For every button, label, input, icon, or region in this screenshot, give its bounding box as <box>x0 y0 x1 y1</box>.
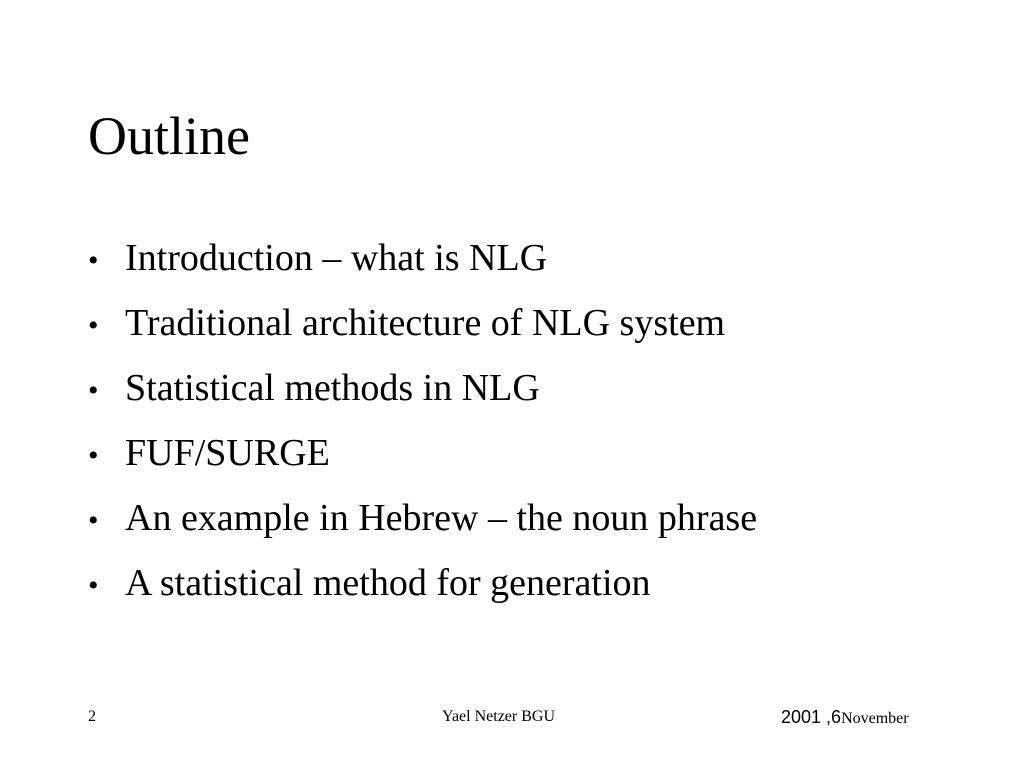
bullet-icon: • <box>88 374 99 407</box>
list-item <box>88 232 757 297</box>
bullet-icon: • <box>88 309 99 342</box>
bullet-icon: • <box>88 439 99 472</box>
bullet-list <box>88 232 757 622</box>
footer-date <box>781 706 909 730</box>
bullet-text: Introduction – what is NLG <box>125 237 548 279</box>
list-item <box>88 297 757 362</box>
bullet-icon: • <box>88 569 99 602</box>
page-number: 2 <box>88 708 96 725</box>
bullet-text: Statistical methods in NLG <box>125 367 540 409</box>
bullet-text: A statistical method for generation <box>125 562 651 604</box>
bullet-icon: • <box>88 244 99 277</box>
bullet-text: An example in Hebrew – the noun phrase <box>125 497 758 539</box>
list-item <box>88 492 757 557</box>
list-item <box>88 557 757 622</box>
footer-author: Yael Netzer BGU <box>442 708 556 725</box>
footer-date-number: 2001 ,6 <box>781 707 842 727</box>
bullet-icon: • <box>88 504 99 537</box>
footer-date-month: November <box>841 710 909 727</box>
list-item <box>88 362 757 427</box>
list-item <box>88 427 757 492</box>
slide-title: Outline <box>88 106 250 166</box>
bullet-text: FUF/SURGE <box>125 432 330 474</box>
bullet-text: Traditional architecture of NLG system <box>125 302 726 344</box>
